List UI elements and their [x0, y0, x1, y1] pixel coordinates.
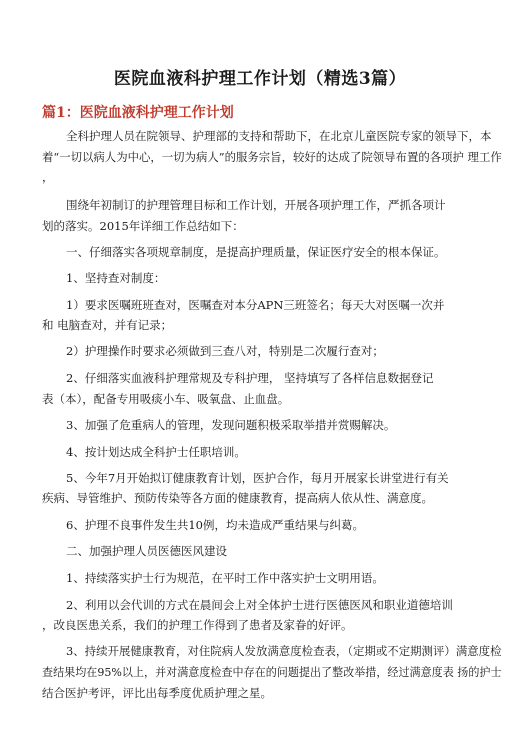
section-heading: 篇1：医院血液科护理工作计划: [42, 105, 234, 121]
body-line: 着“一切以病人为中心，一切为病人”的服务宗旨，较好的达成了院领导布置的各项护 理工作: [42, 150, 502, 164]
body-line: 1）要求医嘱班班查对，医嘱查对本分APN三班签名；每天大对医嘱一次并: [66, 298, 445, 312]
body-line: 2、利用以会代训的方式在晨间会上对全体护士进行医德医风和职业道德培训: [66, 598, 453, 612]
body-line: ，改良医患关系，我们的护理工作得到了患者及家眷的好评。: [42, 618, 353, 632]
body-line: 查结果均在95%以上，并对满意度检查中存在的问题提出了整改举措，经过满意度表 扬的护士: [42, 665, 502, 679]
document-title: 医院血液科护理工作计划（精选3篇）: [113, 69, 407, 89]
body-line: 结合医护考评，评比出每季度优质护理之星。: [42, 686, 272, 700]
body-line: 疾病、导管维护、预防传染等各方面的健康教育，提高病人依从性、满意度。: [42, 491, 433, 505]
body-line: 4、按计划达成全科护士任职培训。: [66, 445, 246, 459]
body-line: 6、护理不良事件发生共10例，均未造成严重结果与纠葛。: [66, 518, 364, 532]
body-line: 2、仔细落实血液科护理常规及专科护理， 坚持填写了各样信息数据登记: [66, 371, 434, 385]
body-line: 1、坚持查对制度：: [66, 271, 166, 285]
body-line: 全科护理人员在院领导、护理部的支持和帮助下，在北京儿童医院专家的领导下，本: [66, 129, 492, 143]
body-line: 1、持续落实护士行为规范，在平时工作中落实护士文明用语。: [66, 571, 384, 585]
body-line: 一、仔细落实各项规章制度，是提高护理质量，保证医疗安全的根本保证。: [66, 245, 446, 259]
body-line: 二、加强护理人员医德医风建设: [66, 544, 227, 558]
body-line: 表（本），配备专用吸痰小车、吸氧盘、止血盘。: [42, 392, 290, 406]
body-line: 和 电脑查对，并有记录；: [42, 318, 173, 332]
body-line: 5、今年7月开始拟订健康教育计划，医护合作，每月开展家长讲堂进行有关: [66, 471, 449, 485]
body-line: ，: [42, 170, 54, 184]
body-line: 划的落实。2015年详细工作总结如下：: [42, 219, 244, 233]
body-line: 围绕年初制订的护理管理目标和工作计划，开展各项护理工作，严抓各项计: [66, 198, 446, 212]
body-line: 3、加强了危重病人的管理，发现问题积极采取举措并赏赐解决。: [66, 418, 396, 432]
body-line: 2）护理操作时要求必须做到三查八对，特别是二次履行查对；: [66, 344, 384, 358]
body-line: 3、持续开展健康教育，对住院病人发放满意度检查表，（定期或不定期测评）满意度检: [66, 644, 502, 658]
